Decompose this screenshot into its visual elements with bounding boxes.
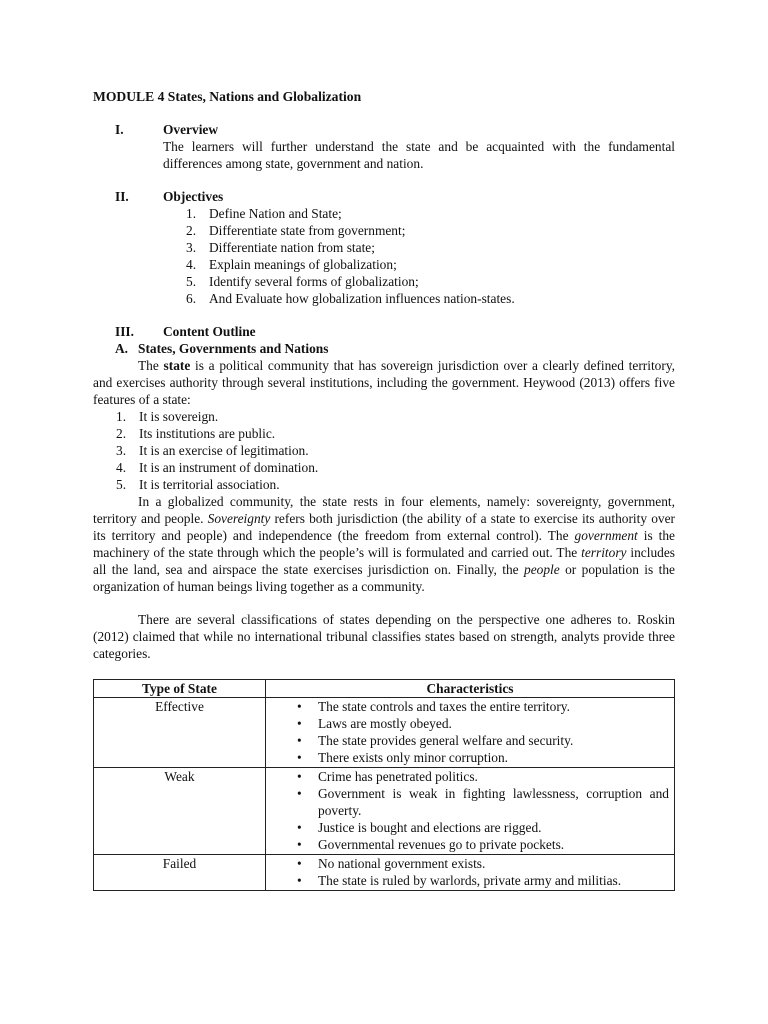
text-run: refers both jurisdiction (the ability of a state to exercise its authority over its territory and people) and independence (the freedom from external control). The — [93, 511, 675, 543]
type-column-header: Type of State — [94, 680, 266, 698]
sovereignty-term: Sovereignty — [207, 511, 271, 526]
document-page — [93, 88, 675, 891]
text-run: is a political community that has sovereign jurisdiction over a clearly defined territory, and exercises authority through several institutions, including the government. Heywood (2013) offers five features of a state: — [93, 358, 676, 407]
characteristics-cell — [266, 768, 675, 855]
item-number: 4. — [186, 257, 197, 272]
item-text: Its institutions are public. — [139, 426, 276, 441]
classification-paragraph: There are several classifications of states depending on the perspective one adheres to. Roskin (2012) claimed that while no international tribunal classifies states based on strength, analyts provide three categories. — [93, 612, 675, 661]
people-term: people — [524, 562, 560, 577]
overview-section — [93, 121, 675, 172]
list-item — [183, 239, 675, 256]
overview-heading: Overview — [163, 122, 219, 137]
list-item — [183, 290, 675, 307]
list-item: • The state provides general welfare and security. — [266, 732, 669, 749]
text-run: or population is the organization of human beings living together as a community. — [93, 562, 675, 594]
government-term: government — [574, 528, 638, 543]
section-number: III. — [115, 324, 134, 339]
list-item — [183, 256, 675, 273]
list-item: • The state is ruled by warlords, private army and militias. — [266, 872, 669, 889]
list-item — [113, 408, 675, 425]
list-item — [113, 459, 675, 476]
characteristics-column-header: Characteristics — [266, 680, 675, 698]
characteristics-list — [266, 855, 669, 889]
item-number: 1. — [186, 206, 197, 221]
characteristics-cell — [266, 855, 675, 891]
state-definition-paragraph — [93, 357, 675, 408]
subsection-letter: A. — [115, 341, 129, 356]
objectives-list — [163, 205, 675, 307]
characteristics-cell — [266, 698, 675, 768]
item-number: 6. — [186, 291, 197, 306]
overview-text: The learners will further understand the state and be acquainted with the fundamental differences among state, government and nation. — [163, 139, 675, 171]
state-term: state — [163, 358, 191, 373]
item-number: 2. — [186, 223, 197, 238]
list-item: • Government is weak in fighting lawlessness, corruption and poverty. — [266, 785, 669, 819]
item-text: It is an exercise of legitimation. — [139, 443, 309, 458]
item-number: 5. — [116, 477, 127, 492]
item-text: Define Nation and State; — [209, 206, 342, 221]
list-item: • There exists only minor corruption. — [266, 749, 669, 766]
content-heading: Content Outline — [163, 324, 256, 339]
text-run: The — [138, 358, 164, 373]
item-number: 5. — [186, 274, 197, 289]
item-text: Differentiate state from government; — [209, 223, 406, 238]
objectives-section — [93, 188, 675, 307]
item-text: It is territorial association. — [139, 477, 280, 492]
list-item: • The state controls and taxes the entire territory. — [266, 698, 669, 715]
item-text: It is sovereign. — [139, 409, 219, 424]
item-text: And Evaluate how globalization influences nation-states. — [209, 291, 515, 306]
item-number: 4. — [116, 460, 127, 475]
list-item — [113, 425, 675, 442]
item-number: 3. — [116, 443, 127, 458]
list-item — [183, 222, 675, 239]
objectives-heading: Objectives — [163, 189, 224, 204]
subsection-heading — [93, 340, 675, 357]
item-number: 1. — [116, 409, 127, 424]
table-row — [94, 698, 675, 768]
table-row — [94, 768, 675, 855]
list-item: • Governmental revenues go to private pockets. — [266, 836, 669, 853]
content-section — [93, 323, 675, 340]
table-row — [94, 855, 675, 891]
list-item: • Crime has penetrated politics. — [266, 768, 669, 785]
state-features-list — [93, 408, 675, 493]
section-number: I. — [115, 122, 124, 137]
section-number: II. — [115, 189, 129, 204]
characteristics-list — [266, 698, 669, 766]
characteristics-list — [266, 768, 669, 853]
text-run: In a globalized community, the state rests in four elements, namely: sovereignty, government, territory and people. — [93, 494, 675, 526]
state-elements-paragraph — [93, 493, 675, 595]
list-item: • Laws are mostly obeyed. — [266, 715, 669, 732]
state-types-table — [93, 679, 675, 891]
state-type-cell: Failed — [94, 855, 266, 891]
subsection-title: States, Governments and Nations — [138, 341, 329, 356]
state-type-cell: Effective — [94, 698, 266, 768]
item-text: Explain meanings of globalization; — [209, 257, 397, 272]
text-run: includes all the land, sea and airspace the state exercises jurisdiction on. Finally, the — [93, 545, 675, 577]
item-number: 2. — [116, 426, 127, 441]
item-text: Identify several forms of globalization; — [209, 274, 419, 289]
list-item: • Justice is bought and elections are rigged. — [266, 819, 669, 836]
module-title: MODULE 4 States, Nations and Globalization — [93, 89, 362, 104]
list-item — [113, 442, 675, 459]
list-item — [183, 273, 675, 290]
list-item — [183, 205, 675, 222]
territory-term: territory — [581, 545, 627, 560]
list-item — [113, 476, 675, 493]
item-text: Differentiate nation from state; — [209, 240, 375, 255]
item-number: 3. — [186, 240, 197, 255]
item-text: It is an instrument of domination. — [139, 460, 319, 475]
state-type-cell: Weak — [94, 768, 266, 855]
table-header-row — [94, 680, 675, 698]
list-item: • No national government exists. — [266, 855, 669, 872]
text-run: is the machinery of the state through which the people’s will is formulated and carried out. The — [93, 528, 675, 560]
